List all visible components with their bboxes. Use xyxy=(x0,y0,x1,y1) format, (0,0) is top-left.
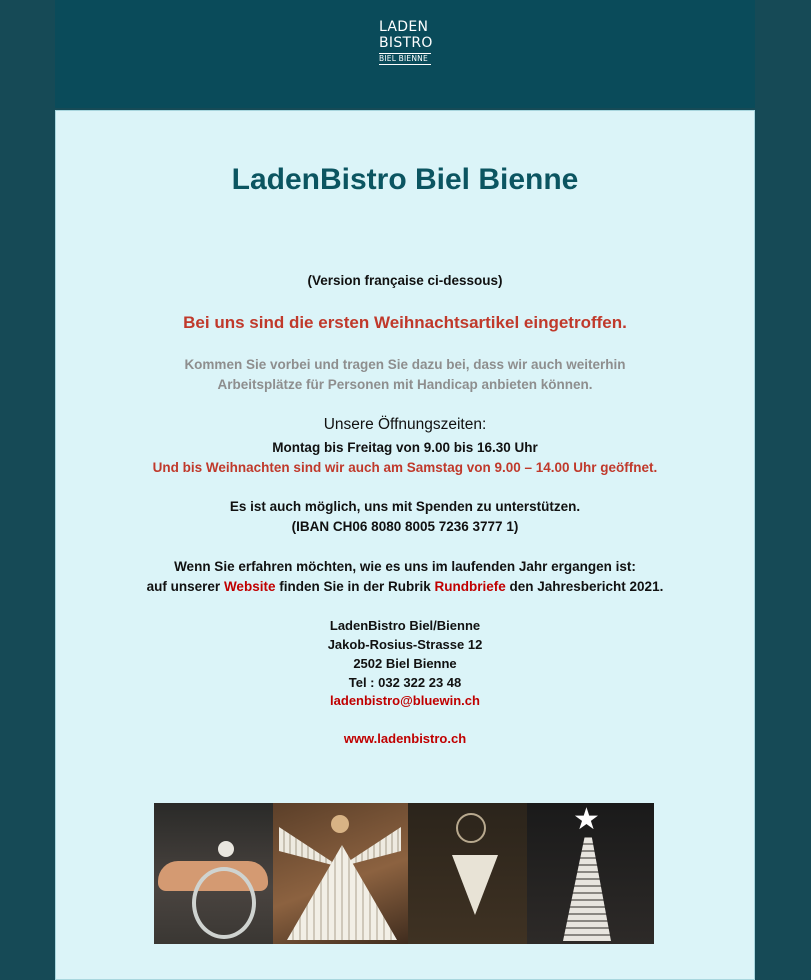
address-tel: Tel : 032 322 23 48 xyxy=(348,675,462,690)
website-url-link[interactable]: www.ladenbistro.ch xyxy=(343,731,467,746)
rundbriefe-link[interactable]: Rundbriefe xyxy=(434,579,506,594)
page-title: LadenBistro Biel Bienne xyxy=(231,163,579,196)
wire-angel-image xyxy=(408,803,527,944)
newsletter xyxy=(55,0,755,978)
report-text-mid: finden Sie in der Rubrik xyxy=(275,579,435,594)
report-line-1: Wenn Sie erfahren möchten, wie es uns im laufenden Jahr ergangen ist: xyxy=(174,559,636,574)
version-note: (Version française ci-dessous) xyxy=(307,273,503,288)
logo-line-1: LADEN xyxy=(379,19,429,35)
logo-line-3: BIEL BIENNE xyxy=(379,53,431,65)
report-line-2 xyxy=(56,579,754,594)
content-panel xyxy=(55,110,755,980)
paper-angel-image xyxy=(273,803,408,944)
glass-angel-image xyxy=(154,803,273,944)
header xyxy=(55,0,755,108)
paper-tree-image: ★ xyxy=(527,803,654,944)
website-link[interactable]: Website xyxy=(223,579,276,594)
report-text-post: den Jahresbericht 2021. xyxy=(505,579,664,594)
iban: (IBAN CH06 8080 8005 7236 3777 1) xyxy=(291,519,519,534)
intro-line-1: Kommen Sie vorbei und tragen Sie dazu bei, dass wir auch weiterhin xyxy=(184,357,626,372)
intro-line-2: Arbeitsplätze für Personen mit Handicap anbieten können. xyxy=(217,377,593,392)
headline: Bei uns sind die ersten Weihnachtsartikel eingetroffen. xyxy=(183,313,627,332)
hours-heading: Unsere Öffnungszeiten: xyxy=(323,416,487,433)
address-street: Jakob-Rosius-Strasse 12 xyxy=(327,637,483,652)
report-text-pre: auf unserer xyxy=(146,579,224,594)
christmas-decorations-photo xyxy=(154,803,654,944)
hours-weekdays: Montag bis Freitag von 9.00 bis 16.30 Uhr xyxy=(272,440,538,455)
email-link[interactable]: ladenbistro@bluewin.ch xyxy=(330,693,480,708)
hours-saturday: Und bis Weihnachten sind wir auch am Samstag von 9.00 – 14.00 Uhr geöffnet. xyxy=(152,460,658,475)
ladenbistro-logo[interactable] xyxy=(379,19,431,65)
logo-line-2: BISTRO xyxy=(379,35,433,51)
address-name: LadenBistro Biel/Bienne xyxy=(329,618,481,633)
donation-line: Es ist auch möglich, uns mit Spenden zu unterstützen. xyxy=(229,499,581,514)
address-city: 2502 Biel Bienne xyxy=(353,656,457,671)
